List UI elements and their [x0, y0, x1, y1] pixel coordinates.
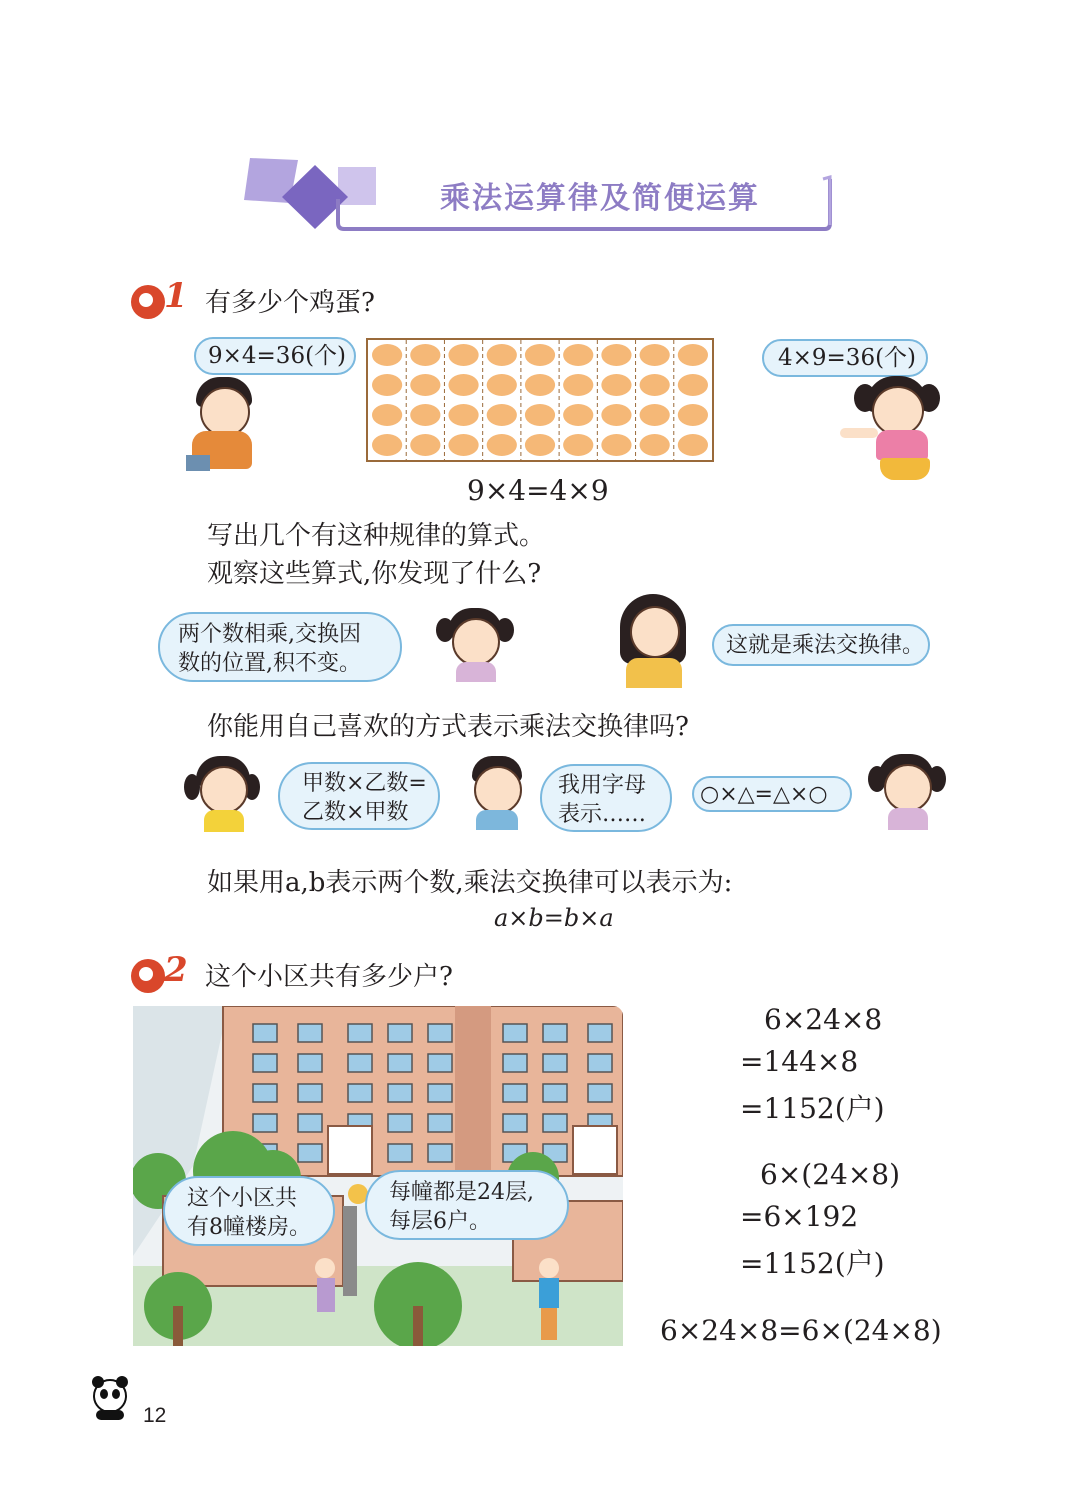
girl-illustration: [840, 372, 950, 484]
egg: [601, 404, 631, 426]
egg: [410, 374, 440, 396]
girl-purple-illustration: [864, 752, 950, 832]
egg: [525, 344, 555, 366]
egg: [372, 404, 402, 426]
girl-yellow-illustration: [184, 752, 268, 836]
egg: [487, 374, 517, 396]
egg: [563, 374, 593, 396]
egg: [640, 374, 670, 396]
egg: [448, 404, 478, 426]
speech-bubble-boy: 9×4=36(个): [194, 337, 356, 375]
speech-bubble-girl: 4×9=36(个): [762, 339, 928, 377]
calculation-method-1: [740, 1003, 885, 1129]
egg: [563, 404, 593, 426]
egg: [640, 404, 670, 426]
speech-bubble-shapes: ○×△=△×○: [692, 776, 852, 812]
equation-commutative: 9×4=4×9: [467, 474, 609, 507]
calc2-line-1: 6×(24×8): [760, 1158, 901, 1191]
calc1-line-3: =1152(户): [740, 1092, 885, 1125]
egg: [410, 404, 440, 426]
egg: [487, 434, 517, 456]
egg: [525, 434, 555, 456]
egg: [525, 404, 555, 426]
teacher-illustration: [616, 592, 692, 692]
egg: [372, 434, 402, 456]
egg: [601, 374, 631, 396]
egg: [410, 344, 440, 366]
egg: [372, 344, 402, 366]
egg: [448, 344, 478, 366]
egg: [563, 434, 593, 456]
instruction-line-3: 你能用自己喜欢的方式表示乘法交换律吗?: [207, 712, 689, 742]
calc1-line-2: =144×8: [740, 1045, 859, 1078]
example-marker-2: 2: [130, 954, 190, 998]
speech-bubble-letters: 我用字母 表示……: [540, 764, 672, 832]
calc2-line-2: =6×192: [740, 1200, 859, 1233]
panda-icon: [88, 1376, 138, 1424]
egg: [448, 374, 478, 396]
speech-bubble-words: 甲数×乙数= 乙数×甲数: [278, 762, 440, 830]
egg: [601, 344, 631, 366]
egg: [372, 374, 402, 396]
speech-bubble-girl-rule: 两个数相乘,交换因 数的位置,积不变。: [158, 612, 402, 682]
boy-illustration: [186, 375, 272, 475]
egg: [410, 434, 440, 456]
egg: [525, 374, 555, 396]
calc2-line-3: =1152(户): [740, 1247, 885, 1280]
instruction-line-2: 观察这些算式,你发现了什么?: [207, 559, 542, 589]
page-title: 乘法运算律及简便运算: [440, 181, 760, 216]
egg: [678, 344, 708, 366]
instruction-line-4: 如果用a,b表示两个数,乘法交换律可以表示为:: [207, 868, 733, 898]
egg: [563, 344, 593, 366]
egg: [678, 374, 708, 396]
calculation-method-2: [740, 1158, 900, 1284]
speech-bubble-floors: 每幢都是24层, 每层6户。: [365, 1170, 569, 1240]
girl-pigtails-illustration: [434, 604, 518, 684]
egg: [448, 434, 478, 456]
egg: [678, 434, 708, 456]
calc1-line-1: 6×24×8: [764, 1003, 883, 1036]
egg: [640, 344, 670, 366]
boy-blue-illustration: [466, 754, 530, 832]
commutative-formula: a×b=b×a: [494, 904, 614, 932]
instruction-line-1: 写出几个有这种规律的算式。: [207, 521, 546, 551]
speech-bubble-buildings: 这个小区共 有8幢楼房。: [163, 1176, 335, 1246]
speech-bubble-teacher: 这就是乘法交换律。: [712, 624, 930, 666]
residential-illustration: [133, 1006, 623, 1346]
egg-grid: [366, 338, 714, 462]
header-banner: [240, 155, 840, 235]
egg: [678, 404, 708, 426]
example-1-question: 有多少个鸡蛋?: [205, 288, 375, 318]
associative-conclusion: 6×24×8=6×(24×8): [660, 1314, 942, 1347]
egg: [640, 434, 670, 456]
egg: [487, 404, 517, 426]
example-2-question: 这个小区共有多少户?: [205, 962, 453, 992]
page-number: 12: [143, 1404, 167, 1427]
egg: [601, 434, 631, 456]
egg: [487, 344, 517, 366]
example-marker-1: 1: [130, 280, 190, 324]
